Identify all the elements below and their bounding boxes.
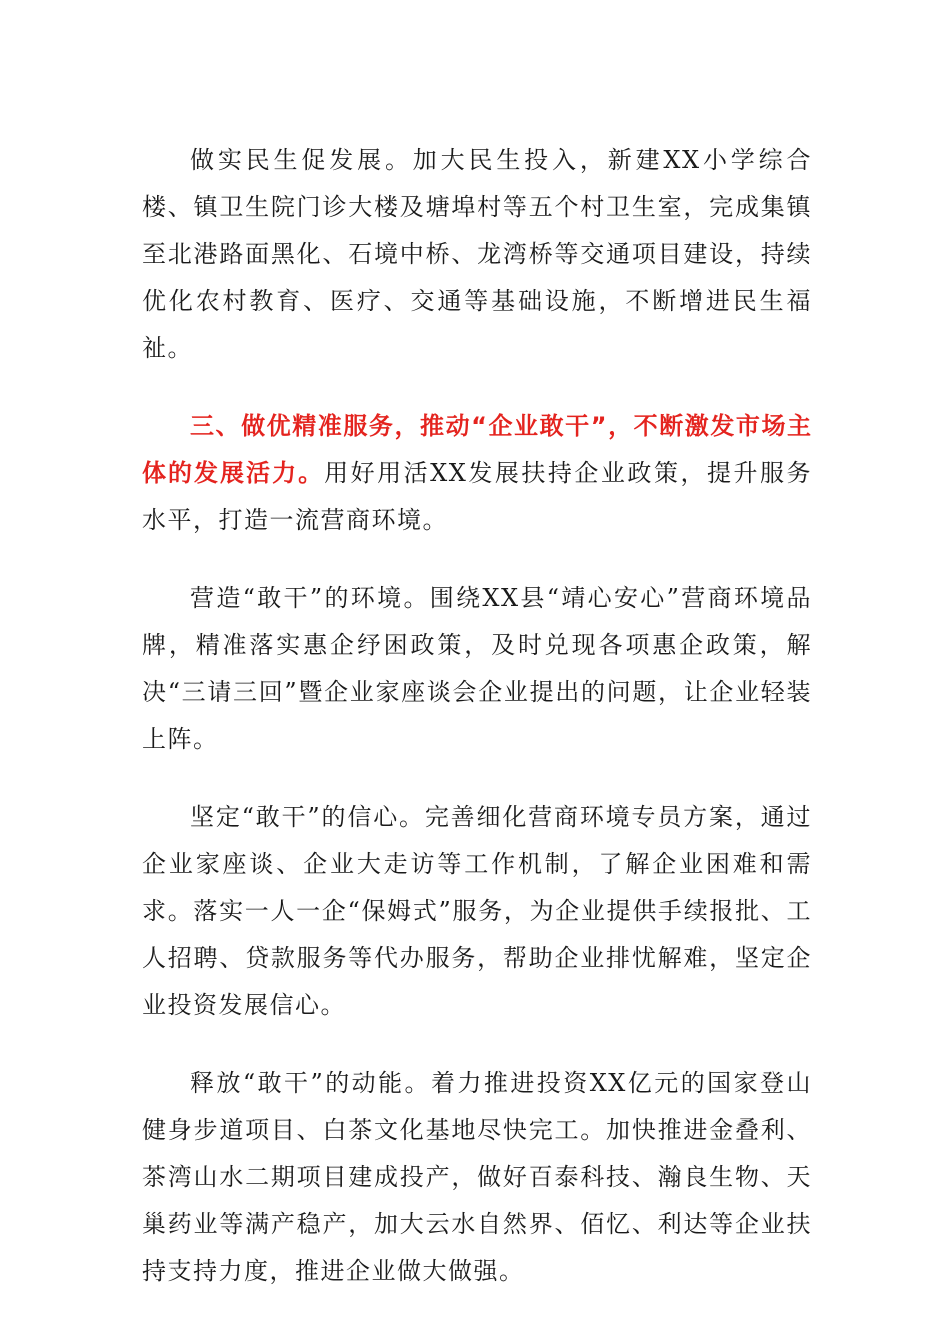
paragraph-momentum (142, 1060, 812, 1295)
paragraph-section-three (142, 403, 812, 544)
paragraph-text: 坚定“敢干”的信心。完善细化营商环境专员方案，通过企业家座谈、企业大走访等工作机制，了解企业困难和需求。落实一人一企“保姆式”服务，为企业提供手续报批、工人招聘、贷款服务等代办服务，帮助企业排忧解难，坚定企业投资发展信心。 (142, 803, 812, 1019)
paragraph-environment (142, 575, 812, 763)
paragraph-text: 用好用活XX发展扶持企业政策，提升服务水平，打造一流营商环境。 (142, 459, 813, 534)
paragraph-text: 做实民生促发展。加大民生投入，新建XX小学综合楼、镇卫生院门诊大楼及塘埠村等五个村卫生室，完成集镇至北港路面黑化、石境中桥、龙湾桥等交通项目建设，持续优化农村教育、医疗、交通等基础设施，不断增进民生福祉。 (142, 146, 812, 362)
document-body (142, 137, 812, 1326)
paragraph-confidence (142, 794, 812, 1029)
section-heading: 三、做优精准服务，推动“企业敢干”，不断激发市场主体的发展活力。 (142, 412, 812, 487)
paragraph-text: 营造“敢干”的环境。围绕XX县“靖心安心”营商环境品牌，精准落实惠企纾困政策，及时兑现各项惠企政策，解决“三请三回”暨企业家座谈会企业提出的问题，让企业轻装上阵。 (142, 584, 812, 753)
paragraph-livelihood (142, 137, 812, 372)
paragraph-text: 释放“敢干”的动能。着力推进投资XX亿元的国家登山健身步道项目、白茶文化基地尽快完工。加快推进金叠利、茶湾山水二期项目建成投产，做好百泰科技、瀚良生物、天巢药业等满产稳产，加大云水自然界、佰忆、利达等企业扶持支持力度，推进企业做大做强。 (142, 1069, 812, 1285)
